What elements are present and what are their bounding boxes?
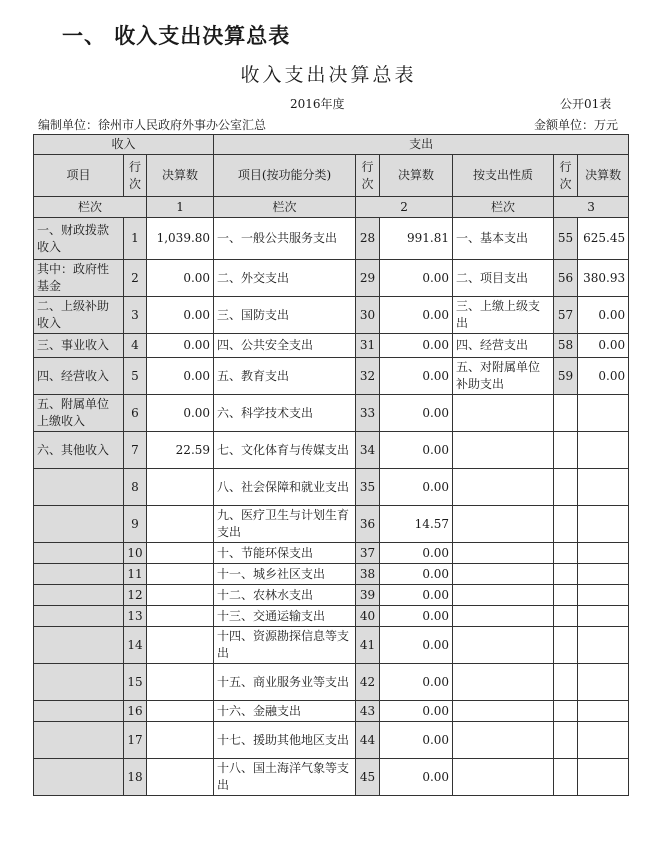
income-amount: 0.00 xyxy=(147,260,214,297)
income-amount: 1,039.80 xyxy=(147,218,214,260)
income-amount xyxy=(147,722,214,759)
income-line: 9 xyxy=(124,506,147,543)
income-line: 11 xyxy=(124,564,147,585)
income-line: 12 xyxy=(124,585,147,606)
income-amount xyxy=(147,759,214,796)
income-amount xyxy=(147,564,214,585)
nature-line xyxy=(554,759,578,796)
nature-line xyxy=(554,585,578,606)
table-row xyxy=(34,585,629,606)
income-item xyxy=(34,722,124,759)
nature-amount xyxy=(578,627,629,664)
expense-line: 37 xyxy=(356,543,380,564)
nature-amount xyxy=(578,664,629,701)
expense-item: 七、文化体育与传媒支出 xyxy=(214,432,356,469)
expense-line: 33 xyxy=(356,395,380,432)
income-amount xyxy=(147,585,214,606)
nature-amount xyxy=(578,722,629,759)
income-expense-table xyxy=(33,134,629,796)
expense-item: 六、科学技术支出 xyxy=(214,395,356,432)
nature-line xyxy=(554,701,578,722)
expense-line: 30 xyxy=(356,297,380,334)
table-row xyxy=(34,395,629,432)
income-amount: 22.59 xyxy=(147,432,214,469)
col-item: 项目 xyxy=(34,155,124,197)
nature-item xyxy=(453,701,554,722)
income-amount: 0.00 xyxy=(147,358,214,395)
income-amount xyxy=(147,664,214,701)
nature-line: 57 xyxy=(554,297,578,334)
col-amount3: 决算数 xyxy=(578,155,629,197)
section-heading: 一、 收入支出决算总表 xyxy=(62,24,291,48)
nature-item: 四、经营支出 xyxy=(453,334,554,358)
nature-line xyxy=(554,606,578,627)
amount-unit: 金额单位：万元 xyxy=(534,118,619,132)
nature-amount: 0.00 xyxy=(578,334,629,358)
nature-item xyxy=(453,469,554,506)
expense-item: 十三、交通运输支出 xyxy=(214,606,356,627)
nature-amount: 0.00 xyxy=(578,297,629,334)
nature-item xyxy=(453,664,554,701)
nature-amount xyxy=(578,432,629,469)
income-amount xyxy=(147,627,214,664)
col-item-func: 项目(按功能分类) xyxy=(214,155,356,197)
expense-amount: 0.00 xyxy=(380,543,453,564)
income-line: 8 xyxy=(124,469,147,506)
fiscal-year: 2016年度 xyxy=(290,97,345,111)
nature-amount xyxy=(578,759,629,796)
table-row xyxy=(34,701,629,722)
table-row xyxy=(34,297,629,334)
expense-amount: 0.00 xyxy=(380,297,453,334)
nature-line xyxy=(554,395,578,432)
nature-item: 三、上缴上级支出 xyxy=(453,297,554,334)
income-line: 2 xyxy=(124,260,147,297)
income-item xyxy=(34,606,124,627)
expense-amount: 0.00 xyxy=(380,606,453,627)
col-nature: 按支出性质 xyxy=(453,155,554,197)
nature-item xyxy=(453,543,554,564)
column-header-row xyxy=(34,155,629,197)
expense-amount: 0.00 xyxy=(380,358,453,395)
income-line: 18 xyxy=(124,759,147,796)
income-item xyxy=(34,759,124,796)
expense-line: 45 xyxy=(356,759,380,796)
nature-item: 二、项目支出 xyxy=(453,260,554,297)
nature-item xyxy=(453,606,554,627)
income-amount xyxy=(147,701,214,722)
expense-amount: 0.00 xyxy=(380,395,453,432)
col-line: 行次 xyxy=(124,155,147,197)
table-row xyxy=(34,664,629,701)
expense-item: 四、公共安全支出 xyxy=(214,334,356,358)
expense-item: 二、外交支出 xyxy=(214,260,356,297)
compiling-unit: 编制单位：徐州市人民政府外事办公室汇总 xyxy=(38,118,267,132)
income-item: 四、经营收入 xyxy=(34,358,124,395)
expense-line: 36 xyxy=(356,506,380,543)
nature-item xyxy=(453,627,554,664)
expense-item: 十四、资源勘探信息等支出 xyxy=(214,627,356,664)
expense-item: 十六、金融支出 xyxy=(214,701,356,722)
expense-amount: 0.00 xyxy=(380,564,453,585)
expense-amount: 991.81 xyxy=(380,218,453,260)
expense-group-header: 支出 xyxy=(214,135,629,155)
expense-amount: 0.00 xyxy=(380,260,453,297)
expense-line: 31 xyxy=(356,334,380,358)
expense-amount: 0.00 xyxy=(380,722,453,759)
nature-line: 58 xyxy=(554,334,578,358)
expense-line: 38 xyxy=(356,564,380,585)
nature-line xyxy=(554,543,578,564)
colnum-d: 2 xyxy=(356,197,453,218)
table-row xyxy=(34,218,629,260)
table-row xyxy=(34,469,629,506)
income-item xyxy=(34,469,124,506)
income-item: 一、财政拨款收入 xyxy=(34,218,124,260)
nature-amount xyxy=(578,506,629,543)
nature-line xyxy=(554,664,578,701)
form-code: 公开01表 xyxy=(560,97,612,111)
nature-amount xyxy=(578,564,629,585)
expense-amount: 0.00 xyxy=(380,585,453,606)
income-group-header: 收入 xyxy=(34,135,214,155)
table-row xyxy=(34,432,629,469)
income-line: 6 xyxy=(124,395,147,432)
income-amount xyxy=(147,469,214,506)
col-amount: 决算数 xyxy=(147,155,214,197)
expense-line: 44 xyxy=(356,722,380,759)
nature-amount: 625.45 xyxy=(578,218,629,260)
income-item xyxy=(34,506,124,543)
income-line: 4 xyxy=(124,334,147,358)
table-row xyxy=(34,722,629,759)
nature-item xyxy=(453,432,554,469)
income-amount xyxy=(147,543,214,564)
nature-item xyxy=(453,759,554,796)
income-item: 三、事业收入 xyxy=(34,334,124,358)
expense-item: 九、医疗卫生与计划生育支出 xyxy=(214,506,356,543)
expense-line: 29 xyxy=(356,260,380,297)
table-row xyxy=(34,543,629,564)
income-item xyxy=(34,543,124,564)
income-item xyxy=(34,701,124,722)
nature-amount xyxy=(578,543,629,564)
expense-line: 35 xyxy=(356,469,380,506)
nature-amount xyxy=(578,395,629,432)
expense-line: 34 xyxy=(356,432,380,469)
nature-line xyxy=(554,722,578,759)
expense-amount: 0.00 xyxy=(380,627,453,664)
income-line: 5 xyxy=(124,358,147,395)
table-row xyxy=(34,260,629,297)
nature-item: 一、基本支出 xyxy=(453,218,554,260)
expense-item: 十、节能环保支出 xyxy=(214,543,356,564)
nature-item: 五、对附属单位补助支出 xyxy=(453,358,554,395)
expense-amount: 0.00 xyxy=(380,664,453,701)
table-row xyxy=(34,759,629,796)
income-item: 其中：政府性基金 xyxy=(34,260,124,297)
colnum-a: 栏次 xyxy=(34,197,147,218)
nature-amount xyxy=(578,701,629,722)
nature-line: 59 xyxy=(554,358,578,395)
nature-item xyxy=(453,564,554,585)
income-line: 16 xyxy=(124,701,147,722)
expense-item: 一、一般公共服务支出 xyxy=(214,218,356,260)
table-row xyxy=(34,606,629,627)
income-line: 13 xyxy=(124,606,147,627)
table-row xyxy=(34,627,629,664)
expense-item: 十一、城乡社区支出 xyxy=(214,564,356,585)
expense-line: 39 xyxy=(356,585,380,606)
nature-line xyxy=(554,469,578,506)
column-number-row xyxy=(34,197,629,218)
income-amount xyxy=(147,606,214,627)
expense-amount: 14.57 xyxy=(380,506,453,543)
expense-amount: 0.00 xyxy=(380,432,453,469)
nature-amount xyxy=(578,606,629,627)
nature-line xyxy=(554,564,578,585)
table-title: 收入支出决算总表 xyxy=(240,64,417,86)
expense-item: 十七、援助其他地区支出 xyxy=(214,722,356,759)
income-item: 六、其他收入 xyxy=(34,432,124,469)
colnum-e: 栏次 xyxy=(453,197,554,218)
income-line: 17 xyxy=(124,722,147,759)
income-amount: 0.00 xyxy=(147,395,214,432)
nature-amount xyxy=(578,585,629,606)
expense-item: 十二、农林水支出 xyxy=(214,585,356,606)
expense-line: 43 xyxy=(356,701,380,722)
income-item xyxy=(34,585,124,606)
colnum-c: 栏次 xyxy=(214,197,356,218)
income-line: 14 xyxy=(124,627,147,664)
income-item xyxy=(34,627,124,664)
income-line: 7 xyxy=(124,432,147,469)
income-line: 15 xyxy=(124,664,147,701)
income-item xyxy=(34,664,124,701)
income-item xyxy=(34,564,124,585)
nature-line: 55 xyxy=(554,218,578,260)
nature-line xyxy=(554,627,578,664)
nature-item xyxy=(453,722,554,759)
col-line3: 行次 xyxy=(554,155,578,197)
table-row xyxy=(34,334,629,358)
nature-line: 56 xyxy=(554,260,578,297)
expense-amount: 0.00 xyxy=(380,469,453,506)
nature-amount xyxy=(578,469,629,506)
expense-item: 八、社会保障和就业支出 xyxy=(214,469,356,506)
group-header-row xyxy=(34,135,629,155)
income-item: 五、附属单位上缴收入 xyxy=(34,395,124,432)
col-amount2: 决算数 xyxy=(380,155,453,197)
nature-line xyxy=(554,506,578,543)
table-row xyxy=(34,358,629,395)
expense-item: 五、教育支出 xyxy=(214,358,356,395)
expense-line: 28 xyxy=(356,218,380,260)
col-line2: 行次 xyxy=(356,155,380,197)
income-amount: 0.00 xyxy=(147,297,214,334)
nature-item xyxy=(453,395,554,432)
expense-line: 41 xyxy=(356,627,380,664)
income-item: 二、上级补助收入 xyxy=(34,297,124,334)
expense-item: 十五、商业服务业等支出 xyxy=(214,664,356,701)
income-line: 3 xyxy=(124,297,147,334)
expense-amount: 0.00 xyxy=(380,701,453,722)
table-row xyxy=(34,506,629,543)
nature-amount: 380.93 xyxy=(578,260,629,297)
expense-line: 32 xyxy=(356,358,380,395)
expense-amount: 0.00 xyxy=(380,334,453,358)
income-amount xyxy=(147,506,214,543)
expense-item: 三、国防支出 xyxy=(214,297,356,334)
income-line: 10 xyxy=(124,543,147,564)
nature-line xyxy=(554,432,578,469)
expense-line: 42 xyxy=(356,664,380,701)
income-amount: 0.00 xyxy=(147,334,214,358)
expense-amount: 0.00 xyxy=(380,759,453,796)
nature-amount: 0.00 xyxy=(578,358,629,395)
colnum-f: 3 xyxy=(554,197,629,218)
colnum-b: 1 xyxy=(147,197,214,218)
expense-line: 40 xyxy=(356,606,380,627)
nature-item xyxy=(453,506,554,543)
expense-item: 十八、国土海洋气象等支出 xyxy=(214,759,356,796)
income-line: 1 xyxy=(124,218,147,260)
table-row xyxy=(34,564,629,585)
nature-item xyxy=(453,585,554,606)
